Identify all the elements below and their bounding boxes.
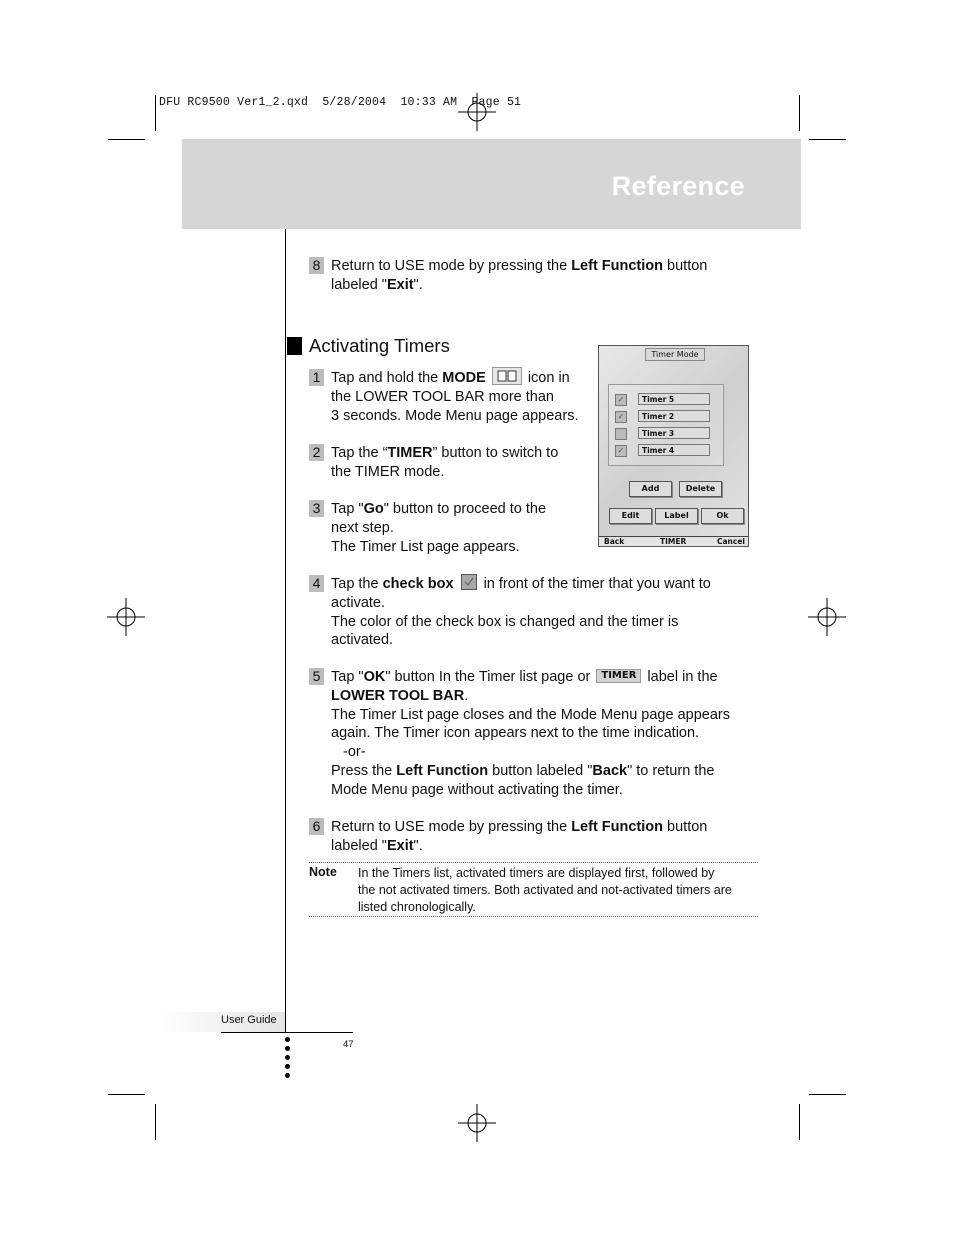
note-divider (309, 862, 758, 863)
registration-mark-icon (107, 598, 145, 636)
step-number: 3 (309, 500, 324, 517)
page-title: Reference (611, 171, 745, 201)
crop-mark (155, 95, 156, 131)
footer-dot (285, 1064, 290, 1069)
step-text: Tap and hold the MODE icon in the LOWER TOOL BAR more than 3 seconds. Mode Menu page appears. (331, 369, 578, 425)
step-text: Tap "OK" button In the Timer list page or TIMER label in the LOWER TOOL BAR. The Timer List page closes and the Mode Menu page appears again. The Timer icon appears next to the time indication. -or- Press the Left Function button labeled "Back" to return the Mode Menu page without activating the timer. (331, 669, 730, 798)
crop-mark (155, 1104, 156, 1140)
edit-button[interactable]: Edit (609, 508, 652, 524)
timer-row[interactable] (615, 444, 719, 457)
file-slug: DFU RC9500 Ver1_2.qxd 5/28/2004 10:33 AM Page 51 (159, 96, 522, 109)
footer-rule (221, 1032, 353, 1033)
check-box-icon[interactable] (615, 428, 627, 440)
check-box-icon (461, 574, 477, 590)
note-label: Note (309, 865, 337, 879)
crop-mark (108, 139, 145, 140)
margin-rule (285, 229, 286, 1032)
page-number: 47 (343, 1039, 354, 1050)
step-number: 2 (309, 444, 324, 461)
crop-mark (809, 139, 846, 140)
step-number: 1 (309, 369, 324, 386)
timer-toolbar-label: TIMER (596, 669, 641, 683)
crop-mark (799, 95, 800, 131)
registration-mark-icon (808, 598, 846, 636)
step-text: Tap the check box in front of the timer that you want to activate. The color of the check box is changed and the timer is activated. (331, 575, 711, 650)
footer-dot (285, 1055, 290, 1060)
step-number: 6 (309, 818, 324, 835)
cancel-label[interactable]: Cancel (716, 537, 745, 546)
footer-dot (285, 1046, 290, 1051)
back-label[interactable]: Back (604, 537, 625, 546)
crop-mark (108, 1094, 145, 1095)
section-marker (287, 337, 302, 355)
check-box-icon[interactable]: ✓ (615, 394, 627, 406)
crop-mark (799, 1104, 800, 1140)
add-button[interactable]: Add (629, 481, 672, 497)
lower-tool-bar (599, 536, 748, 546)
delete-button[interactable]: Delete (679, 481, 722, 497)
screen-title: Timer Mode (645, 348, 705, 361)
timer-row[interactable] (615, 427, 719, 440)
header-band (182, 139, 801, 229)
step-number: 5 (309, 668, 324, 685)
timer-row[interactable] (615, 410, 719, 423)
mode-book-icon (492, 367, 522, 385)
step-text: Tap "Go" button to proceed to the next step. The Timer List page appears. (331, 501, 547, 555)
step-number: 8 (309, 257, 324, 274)
registration-mark-icon (458, 1104, 496, 1142)
ok-button[interactable]: Ok (701, 508, 744, 524)
step-text: Return to USE mode by pressing the Left Function button labeled "Exit". (331, 258, 708, 293)
timer-mode-label[interactable]: TIMER (660, 537, 687, 546)
note-text: In the Timers list, activated timers are displayed first, followed by the not activated timers. Both activated and not-activated timers are listed chronologically. (358, 866, 732, 914)
registration-mark-icon (458, 93, 496, 131)
timer-mode-screenshot (598, 345, 749, 547)
label-button[interactable]: Label (655, 508, 698, 524)
step-text: Tap the “TIMER” button to switch to the TIMER mode. (331, 445, 559, 480)
timer-label: Timer 4 (638, 444, 710, 456)
crop-mark (809, 1094, 846, 1095)
footer-label: User Guide (221, 1014, 277, 1026)
note-divider (309, 916, 758, 917)
footer-dot (285, 1037, 290, 1042)
timer-row[interactable] (615, 393, 719, 406)
step-text: Return to USE mode by pressing the Left Function button labeled "Exit". (331, 819, 708, 854)
timer-label: Timer 2 (638, 410, 710, 422)
footer-dot (285, 1073, 290, 1078)
step-number: 4 (309, 575, 324, 592)
timer-list (608, 384, 724, 466)
check-box-icon[interactable]: ✓ (615, 411, 627, 423)
section-title: Activating Timers (309, 335, 450, 356)
timer-label: Timer 5 (638, 393, 710, 405)
timer-label: Timer 3 (638, 427, 710, 439)
check-box-icon[interactable]: ✓ (615, 445, 627, 457)
